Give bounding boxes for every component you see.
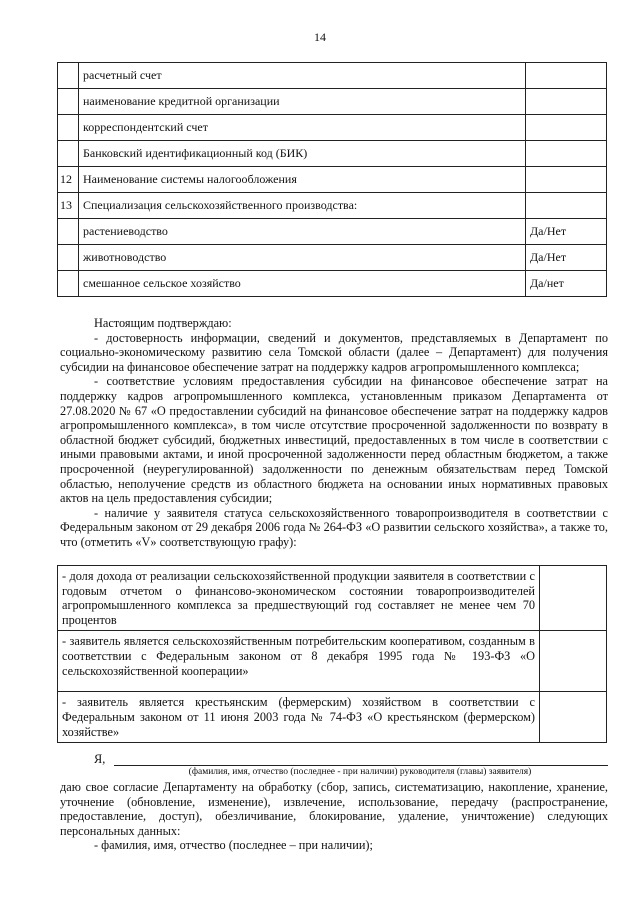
bank-details-table [57, 62, 607, 297]
confirmation-item: - соответствие условиям предоставления субсидии на финансовое обеспечение затрат на поддержку кадров агропромышленного комплекса, установленным приказом Департамента от 27.08.2020 № 67 «О предоставлении субсидий на финансовое обеспечение затрат на поддержку кадров агропромышленного комплекса», в том числе отсутствие просроченной задолженности по возврату в областной бюджет субсидий, бюджетных инвестиций, предоставленных в том числе в соответствии с иными правовыми актами, и иной просроченной задолженности перед областным бюджетом, а также просроченной (неурегулированной) задолженности по денежным обязательствам перед Томской областью, неполучение средств из областного бюджета на основании иных нормативных правовых актов на цель предоставления субсидии; [60, 374, 608, 506]
row-number [58, 63, 79, 89]
row-label: расчетный счет [79, 63, 526, 89]
row-label: смешанное сельское хозяйство [79, 271, 526, 297]
row-number [58, 219, 79, 245]
ya-label: Я, [94, 752, 106, 766]
confirmation-intro: Настоящим подтверждаю: [94, 316, 232, 330]
table-row [58, 566, 607, 631]
row-label: корреспондентский счет [79, 115, 526, 141]
confirmation-item: - достоверность информации, сведений и документов, представляемых в Департамент по социально-экономическому развитию села Томской области (далее – Департамент) для получения субсидии на финансовое обеспечение затрат на поддержку кадров агропромышленного комплекса; [60, 330, 608, 374]
row-number [58, 89, 79, 115]
status-text: - заявитель является сельскохозяйственным потребительским кооперативом, созданным в соответствии с Федеральным законом от 8 декабря 1995 года № 193-ФЗ «О сельскохозяйственной кооперации» [58, 631, 540, 692]
status-checkbox-cell[interactable] [540, 631, 607, 692]
confirmation-section [60, 316, 608, 550]
row-label: наименование кредитной организации [79, 89, 526, 115]
consent-item: - фамилия, имя, отчество (последнее – при наличии); [94, 838, 373, 853]
status-table [57, 565, 607, 743]
table-row [58, 219, 607, 245]
row-value [526, 141, 607, 167]
status-text: - заявитель является крестьянским (фермерским) хозяйством в соответствии с Федеральным законом от 11 июня 2003 года № 74-ФЗ «О крестьянском (фермерском) хозяйстве» [58, 692, 540, 743]
table-row [58, 115, 607, 141]
row-number [58, 115, 79, 141]
table-row [58, 63, 607, 89]
row-value: Да/нет [526, 271, 607, 297]
row-number: 12 [58, 167, 79, 193]
row-label: животноводство [79, 245, 526, 271]
status-checkbox-cell[interactable] [540, 692, 607, 743]
row-label: Банковский идентификационный код (БИК) [79, 141, 526, 167]
row-value [526, 193, 607, 219]
table-row [58, 692, 607, 743]
row-label: Наименование системы налогообложения [79, 167, 526, 193]
status-checkbox-cell[interactable] [540, 566, 607, 631]
table-row [58, 141, 607, 167]
page-number: 14 [314, 30, 326, 44]
status-text: - доля дохода от реализации сельскохозяйственной продукции заявителя в соответствии с годовым отчетом о финансово-экономическом состоянии товаропроизводителей агропромышленного комплекса за предшествующий год составляет не менее чем 70 процентов [58, 566, 540, 631]
table-row [58, 167, 607, 193]
row-value [526, 63, 607, 89]
table-row [58, 89, 607, 115]
row-value [526, 89, 607, 115]
row-value [526, 115, 607, 141]
name-caption: (фамилия, имя, отчество (последнее - при наличии) руководителя (главы) заявителя) [188, 767, 532, 777]
row-value [526, 167, 607, 193]
row-number [58, 245, 79, 271]
row-label: растениеводство [79, 219, 526, 245]
row-number [58, 271, 79, 297]
table-row [58, 631, 607, 692]
row-value: Да/Нет [526, 219, 607, 245]
confirmation-item: - наличие у заявителя статуса сельскохозяйственного товаропроизводителя в соответствии с Федеральным законом от 29 декабря 2006 года № 264-ФЗ «О развитии сельского хозяйства», а также то, что (отметить «V» соответствующую графу): [60, 505, 608, 549]
row-label: Специализация сельскохозяйственного производства: [79, 193, 526, 219]
row-number [58, 141, 79, 167]
consent-text: даю свое согласие Департаменту на обработку (сбор, запись, систематизацию, накопление, хранение, уточнение (обновление, изменение), извлечение, использование, передачу (распространение, предоставление, доступ), обезличивание, блокирование, удаление, уничтожение) следующих персональных данных: [60, 780, 608, 838]
table-row [58, 271, 607, 297]
name-underline[interactable] [114, 765, 608, 766]
row-value: Да/Нет [526, 245, 607, 271]
table-row [58, 245, 607, 271]
row-number: 13 [58, 193, 79, 219]
consent-section [60, 780, 608, 853]
table-row [58, 193, 607, 219]
